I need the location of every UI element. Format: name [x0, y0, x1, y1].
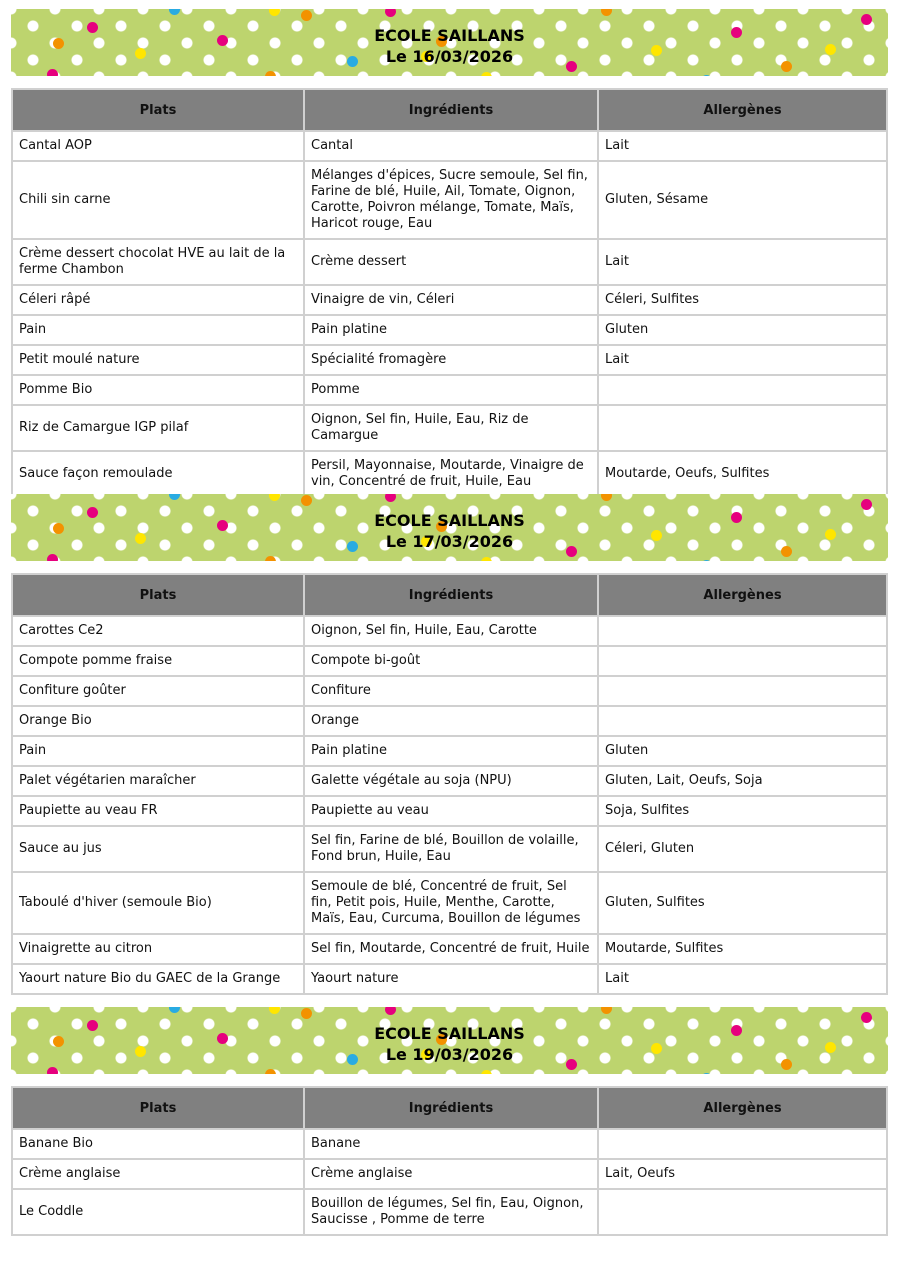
confetti-dot	[169, 494, 180, 500]
confetti-dot	[301, 10, 312, 21]
table-row	[12, 872, 887, 934]
confetti-dot	[265, 1069, 276, 1074]
dish-cell: Pain	[12, 315, 304, 345]
menu-table	[11, 88, 888, 498]
allergens-cell: Soja, Sulfites	[598, 796, 887, 826]
confetti-dot	[47, 554, 58, 561]
allergens-cell: Moutarde, Oeufs, Sulfites	[598, 451, 887, 497]
allergens-cell: Lait	[598, 239, 887, 285]
allergens-cell	[598, 405, 887, 451]
table-row	[12, 285, 887, 315]
confetti-dot	[265, 556, 276, 561]
school-name: ECOLE SAILLANS	[374, 1024, 525, 1043]
table-row	[12, 405, 887, 451]
column-header-ingredients: Ingrédients	[304, 574, 598, 616]
column-header-plats: Plats	[12, 89, 304, 131]
dish-cell: Pain	[12, 736, 304, 766]
dish-cell: Orange Bio	[12, 706, 304, 736]
table-row	[12, 1159, 887, 1189]
dish-cell: Compote pomme fraise	[12, 646, 304, 676]
dish-cell: Sauce façon remoulade	[12, 451, 304, 497]
table-row	[12, 826, 887, 872]
ingredients-cell: Banane	[304, 1129, 598, 1159]
confetti-dot	[269, 494, 280, 501]
dish-cell: Céleri râpé	[12, 285, 304, 315]
ingredients-cell: Persil, Mayonnaise, Moutarde, Vinaigre de vin, Concentré de fruit, Huile, Eau	[304, 451, 598, 497]
ingredients-cell: Compote bi-goût	[304, 646, 598, 676]
confetti-dot	[169, 1007, 180, 1013]
dish-cell: Le Coddle	[12, 1189, 304, 1235]
confetti-dot	[301, 1008, 312, 1019]
confetti-dot	[601, 1007, 612, 1014]
confetti-dot	[861, 499, 872, 510]
table-header-row	[12, 89, 887, 131]
ingredients-cell: Pain platine	[304, 736, 598, 766]
dish-cell: Sauce au jus	[12, 826, 304, 872]
allergens-cell	[598, 616, 887, 646]
table-row	[12, 1129, 887, 1159]
confetti-dot	[47, 1067, 58, 1074]
dish-cell: Crème anglaise	[12, 1159, 304, 1189]
allergens-cell	[598, 646, 887, 676]
allergens-cell: Lait	[598, 131, 887, 161]
column-header-ingredients: Ingrédients	[304, 89, 598, 131]
ingredients-cell: Vinaigre de vin, Céleri	[304, 285, 598, 315]
confetti-dot	[269, 9, 280, 16]
table-row	[12, 646, 887, 676]
ingredients-cell: Pomme	[304, 375, 598, 405]
confetti-dot	[385, 9, 396, 17]
table-row	[12, 616, 887, 646]
banner-title	[11, 25, 888, 67]
allergens-cell: Lait	[598, 964, 887, 994]
school-name: ECOLE SAILLANS	[374, 26, 525, 45]
allergens-cell: Gluten	[598, 736, 887, 766]
column-header-allergenes: Allergènes	[598, 89, 887, 131]
menu-date: Le 19/03/2026	[385, 1045, 514, 1064]
menu-table	[11, 573, 888, 995]
table-header-row	[12, 574, 887, 616]
allergens-cell	[598, 676, 887, 706]
allergens-cell: Gluten	[598, 315, 887, 345]
table-row	[12, 345, 887, 375]
allergens-cell	[598, 1189, 887, 1235]
ingredients-cell: Paupiette au veau	[304, 796, 598, 826]
confetti-dot	[301, 495, 312, 506]
table-row	[12, 964, 887, 994]
allergens-cell: Gluten, Sulfites	[598, 872, 887, 934]
confetti-dot	[601, 494, 612, 501]
allergens-cell: Lait, Oeufs	[598, 1159, 887, 1189]
allergens-cell: Gluten, Sésame	[598, 161, 887, 239]
column-header-allergenes: Allergènes	[598, 574, 887, 616]
column-header-plats: Plats	[12, 574, 304, 616]
menu-date: Le 16/03/2026	[385, 47, 514, 66]
table-row	[12, 934, 887, 964]
ingredients-cell: Crème anglaise	[304, 1159, 598, 1189]
column-header-allergenes: Allergènes	[598, 1087, 887, 1129]
column-header-ingredients: Ingrédients	[304, 1087, 598, 1129]
ingredients-cell: Cantal	[304, 131, 598, 161]
confetti-dot	[701, 560, 712, 561]
confetti-dot	[385, 494, 396, 502]
ingredients-cell: Confiture	[304, 676, 598, 706]
ingredients-cell: Crème dessert	[304, 239, 598, 285]
confetti-dot	[861, 14, 872, 25]
table-row	[12, 706, 887, 736]
ingredients-cell: Bouillon de légumes, Sel fin, Eau, Oignon, Saucisse , Pomme de terre	[304, 1189, 598, 1235]
confetti-dot	[385, 1007, 396, 1015]
allergens-cell	[598, 375, 887, 405]
confetti-dot	[47, 69, 58, 76]
ingredients-cell: Semoule de blé, Concentré de fruit, Sel fin, Petit pois, Huile, Menthe, Carotte, Maïs, Eau, Curcuma, Bouillon de légumes	[304, 872, 598, 934]
confetti-dot	[861, 1012, 872, 1023]
allergens-cell: Céleri, Sulfites	[598, 285, 887, 315]
allergens-cell: Gluten, Lait, Oeufs, Soja	[598, 766, 887, 796]
menu-date: Le 17/03/2026	[385, 532, 514, 551]
dish-cell: Chili sin carne	[12, 161, 304, 239]
table-header-row	[12, 1087, 887, 1129]
table-row	[12, 796, 887, 826]
ingredients-cell: Pain platine	[304, 315, 598, 345]
table-row	[12, 1189, 887, 1235]
ingredients-cell: Mélanges d'épices, Sucre semoule, Sel fin, Farine de blé, Huile, Ail, Tomate, Oignon, Carotte, Poivron mélange, Tomate, Maïs, Haricot rouge, Eau	[304, 161, 598, 239]
column-header-plats: Plats	[12, 1087, 304, 1129]
day-banner	[11, 1007, 888, 1074]
school-name: ECOLE SAILLANS	[374, 511, 525, 530]
ingredients-cell: Oignon, Sel fin, Huile, Eau, Riz de Camargue	[304, 405, 598, 451]
confetti-dot	[481, 557, 492, 561]
allergens-cell: Céleri, Gluten	[598, 826, 887, 872]
confetti-dot	[701, 75, 712, 76]
table-row	[12, 736, 887, 766]
table-row	[12, 161, 887, 239]
ingredients-cell: Sel fin, Farine de blé, Bouillon de volaille, Fond brun, Huile, Eau	[304, 826, 598, 872]
ingredients-cell: Orange	[304, 706, 598, 736]
day-banner	[11, 9, 888, 76]
table-row	[12, 131, 887, 161]
confetti-dot	[169, 9, 180, 15]
table-row	[12, 375, 887, 405]
ingredients-cell: Sel fin, Moutarde, Concentré de fruit, Huile	[304, 934, 598, 964]
table-row	[12, 451, 887, 497]
banner-title	[11, 510, 888, 552]
dish-cell: Yaourt nature Bio du GAEC de la Grange	[12, 964, 304, 994]
confetti-dot	[601, 9, 612, 16]
dish-cell: Pomme Bio	[12, 375, 304, 405]
table-row	[12, 239, 887, 285]
dish-cell: Carottes Ce2	[12, 616, 304, 646]
table-row	[12, 315, 887, 345]
day-banner	[11, 494, 888, 561]
dish-cell: Taboulé d'hiver (semoule Bio)	[12, 872, 304, 934]
table-row	[12, 766, 887, 796]
allergens-cell	[598, 1129, 887, 1159]
dish-cell: Vinaigrette au citron	[12, 934, 304, 964]
dish-cell: Petit moulé nature	[12, 345, 304, 375]
confetti-dot	[701, 1073, 712, 1074]
ingredients-cell: Spécialité fromagère	[304, 345, 598, 375]
menu-table	[11, 1086, 888, 1236]
ingredients-cell: Yaourt nature	[304, 964, 598, 994]
allergens-cell	[598, 706, 887, 736]
allergens-cell: Lait	[598, 345, 887, 375]
confetti-dot	[269, 1007, 280, 1014]
dish-cell: Crème dessert chocolat HVE au lait de la ferme Chambon	[12, 239, 304, 285]
dish-cell: Confiture goûter	[12, 676, 304, 706]
dish-cell: Cantal AOP	[12, 131, 304, 161]
confetti-dot	[481, 72, 492, 76]
ingredients-cell: Galette végétale au soja (NPU)	[304, 766, 598, 796]
dish-cell: Paupiette au veau FR	[12, 796, 304, 826]
dish-cell: Palet végétarien maraîcher	[12, 766, 304, 796]
dish-cell: Banane Bio	[12, 1129, 304, 1159]
confetti-dot	[481, 1070, 492, 1074]
table-row	[12, 676, 887, 706]
dish-cell: Riz de Camargue IGP pilaf	[12, 405, 304, 451]
banner-title	[11, 1023, 888, 1065]
ingredients-cell: Oignon, Sel fin, Huile, Eau, Carotte	[304, 616, 598, 646]
confetti-dot	[265, 71, 276, 76]
allergens-cell: Moutarde, Sulfites	[598, 934, 887, 964]
